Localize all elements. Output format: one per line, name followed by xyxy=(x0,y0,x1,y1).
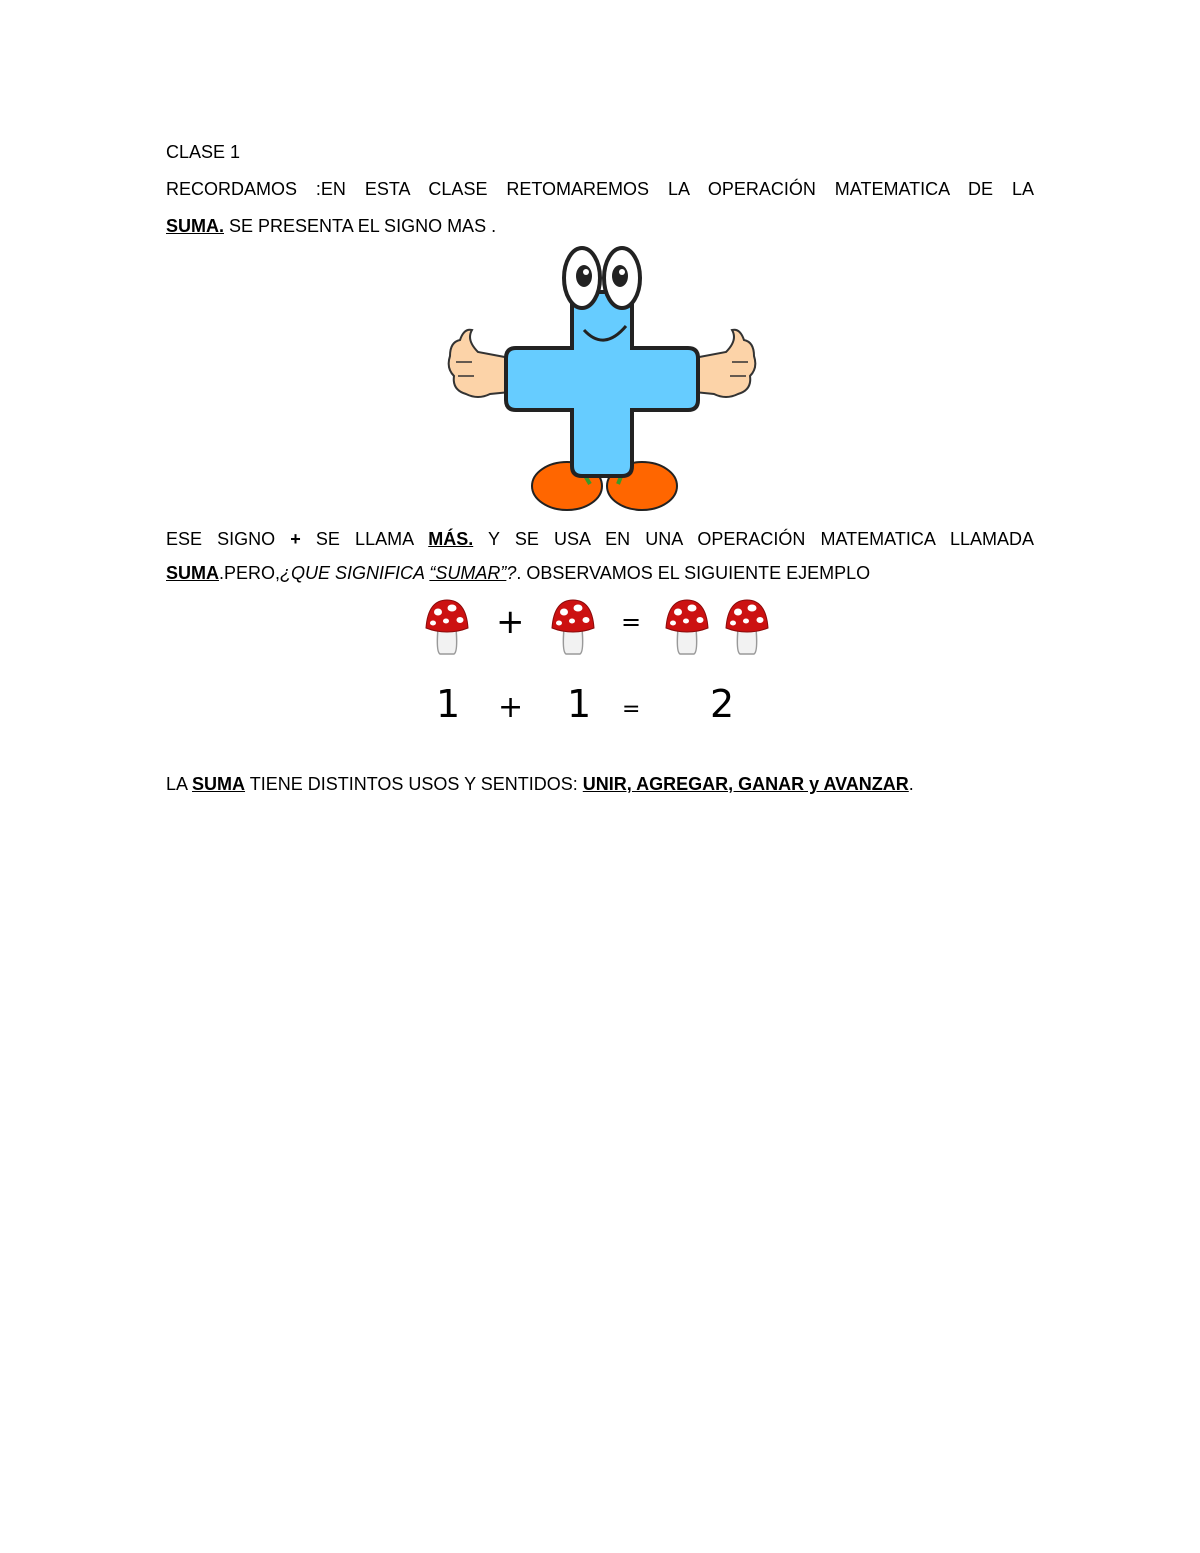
plus-explanation-line-1: ESE SIGNO + SE LLAMA MÁS. Y SE USA EN UNA OPERACIÓN MATEMATICA LLAMADA xyxy=(166,529,1034,549)
mushroom-icon xyxy=(666,600,708,654)
sumar-quote: “SUMAR” xyxy=(429,563,507,583)
suma-emphasis-2: SUMA xyxy=(166,563,219,583)
number-1-second: 1 xyxy=(567,682,592,726)
plus-explanation-line-2: SUMA.PERO,¿QUE SIGNIFICA “SUMAR”?. OBSERVAMOS EL SIGUIENTE EJEMPLO xyxy=(166,563,871,583)
uses-list: UNIR, AGREGAR, GANAR y AVANZAR xyxy=(582,774,909,794)
left-hand xyxy=(449,330,510,397)
equation-plus-sign: + xyxy=(496,602,525,642)
number-equals-sign: = xyxy=(622,697,641,722)
intro-rest: SE PRESENTA EL SIGNO MAS . xyxy=(224,216,497,236)
suma-emphasis: SUMA. xyxy=(166,216,224,236)
intro-line-1: RECORDAMOS :EN ESTA CLASE RETOMAREMOS LA OPERACIÓN MATEMATICA DE LA xyxy=(166,179,1034,199)
plus-sign-mascot xyxy=(444,244,758,514)
suma-emphasis-3: SUMA xyxy=(192,774,246,794)
right-hand xyxy=(694,330,755,397)
mushroom-icon xyxy=(426,600,468,654)
mushroom-icon xyxy=(552,600,594,654)
mas-emphasis: MÁS. xyxy=(428,529,474,549)
class-title: CLASE 1 xyxy=(166,142,241,162)
number-result: 2 xyxy=(710,682,735,726)
intro-line-2 xyxy=(166,216,496,237)
uses-line: LA SUMA TIENE DISTINTOS USOS Y SENTIDOS: UNIR, AGREGAR, GANAR y AVANZAR. xyxy=(166,774,914,794)
plus-body xyxy=(506,292,698,476)
mushroom-equation xyxy=(418,594,788,658)
number-1-first: 1 xyxy=(436,682,461,726)
equation-equals-sign: = xyxy=(621,608,642,636)
mushroom-icon xyxy=(726,600,768,654)
number-plus-sign: + xyxy=(498,690,524,725)
plus-symbol-text: + xyxy=(290,529,301,549)
